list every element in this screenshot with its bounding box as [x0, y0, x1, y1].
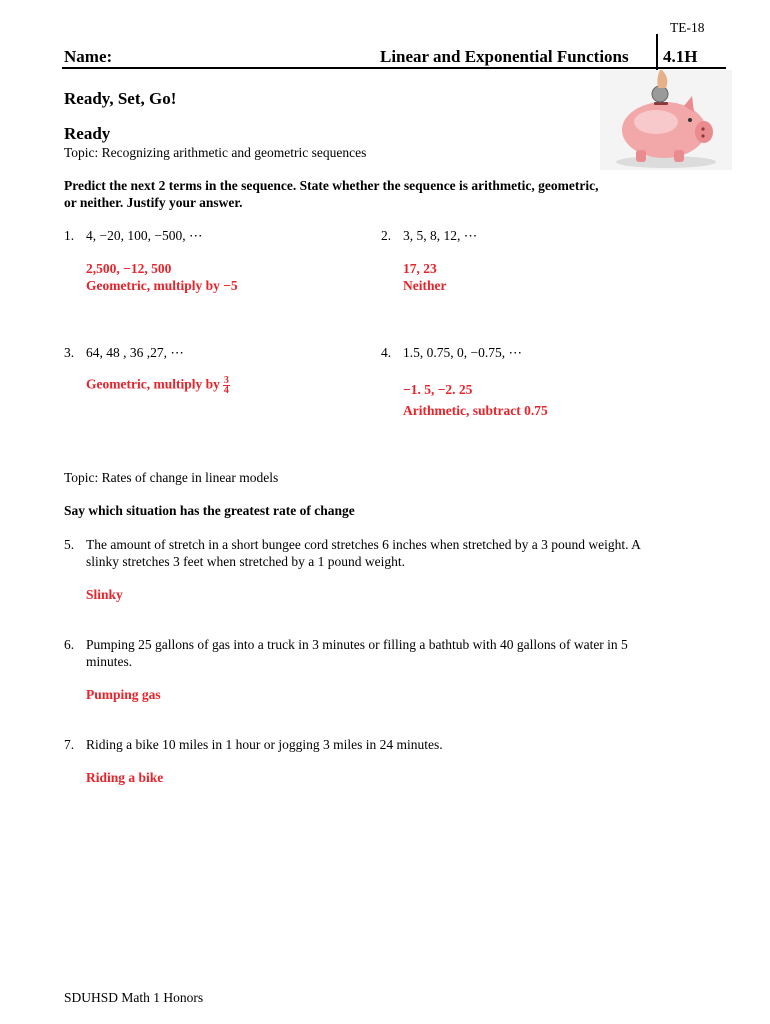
ready-heading: Ready [64, 124, 111, 143]
situation-6-text-line1: Pumping 25 gallons of gas into a truck in 3 minutes or filling a bathtub with 40 gallons of water in 5 [86, 637, 628, 652]
situation-5-text-line1: The amount of stretch in a short bungee cord stretches 6 inches when stretched by a 3 pound weight. A [86, 537, 641, 552]
lesson-number: 4.1H [663, 47, 698, 66]
ready-set-go-heading: Ready, Set, Go! [64, 89, 177, 108]
situation-6-text-line2: minutes. [86, 654, 133, 669]
instruction-sequences-line2: or neither. Justify your answer. [64, 195, 243, 210]
problem-1-answer-reason: Geometric, multiply by −5 [86, 278, 238, 293]
problem-4-answer-reason: Arithmetic, subtract 0.75 [403, 403, 548, 418]
worksheet-title: Linear and Exponential Functions [380, 47, 629, 66]
situation-7-answer: Riding a bike [86, 770, 164, 785]
problem-3-number: 3. [64, 345, 75, 360]
situation-6-number: 6. [64, 637, 75, 652]
page-code: TE-18 [670, 20, 705, 35]
situation-5-number: 5. [64, 537, 75, 552]
problem-3-sequence: 64, 48 , 36 ,27, ⋯ [86, 345, 184, 360]
fraction-numerator: 3 [223, 375, 229, 386]
situation-7-text-line1: Riding a bike 10 miles in 1 hour or jogging 3 miles in 24 minutes. [86, 737, 443, 752]
situation-5-answer: Slinky [86, 587, 123, 602]
footer-course: SDUHSD Math 1 Honors [64, 990, 204, 1005]
header-rule [62, 67, 726, 69]
fraction-denominator: 4 [223, 385, 229, 396]
problem-2-sequence: 3, 5, 8, 12, ⋯ [403, 228, 478, 243]
problem-4-answer-terms: −1. 5, −2. 25 [403, 382, 473, 397]
topic-rates-of-change: Topic: Rates of change in linear models [64, 470, 279, 485]
situation-7-number: 7. [64, 737, 75, 752]
problem-3-answer-text: Geometric, multiply by [86, 376, 220, 392]
situation-6-answer: Pumping gas [86, 687, 161, 702]
piggy-bank-image [600, 70, 732, 170]
header-divider [656, 34, 658, 70]
name-label: Name: [64, 47, 113, 66]
problem-2-answer-reason: Neither [403, 278, 447, 293]
instruction-rates: Say which situation has the greatest rate of change [64, 503, 355, 518]
problem-4-sequence: 1.5, 0.75, 0, −0.75, ⋯ [403, 345, 522, 360]
problem-2-number: 2. [381, 228, 392, 243]
problem-1-answer-terms: 2,500, −12, 500 [86, 261, 172, 276]
instruction-sequences-line1: Predict the next 2 terms in the sequence. State whether the sequence is arithmetic, geometric, [64, 178, 599, 193]
problem-4-number: 4. [381, 345, 392, 360]
fraction-three-quarters [223, 376, 230, 395]
problem-1-number: 1. [64, 228, 75, 243]
problem-3-answer-reason [86, 376, 230, 395]
problem-1-sequence: 4, −20, 100, −500, ⋯ [86, 228, 203, 243]
problem-2-answer-terms: 17, 23 [403, 261, 437, 276]
situation-5-text-line2: slinky stretches 3 feet when stretched by a 1 pound weight. [86, 554, 406, 569]
topic-sequences: Topic: Recognizing arithmetic and geometric sequences [64, 145, 367, 160]
